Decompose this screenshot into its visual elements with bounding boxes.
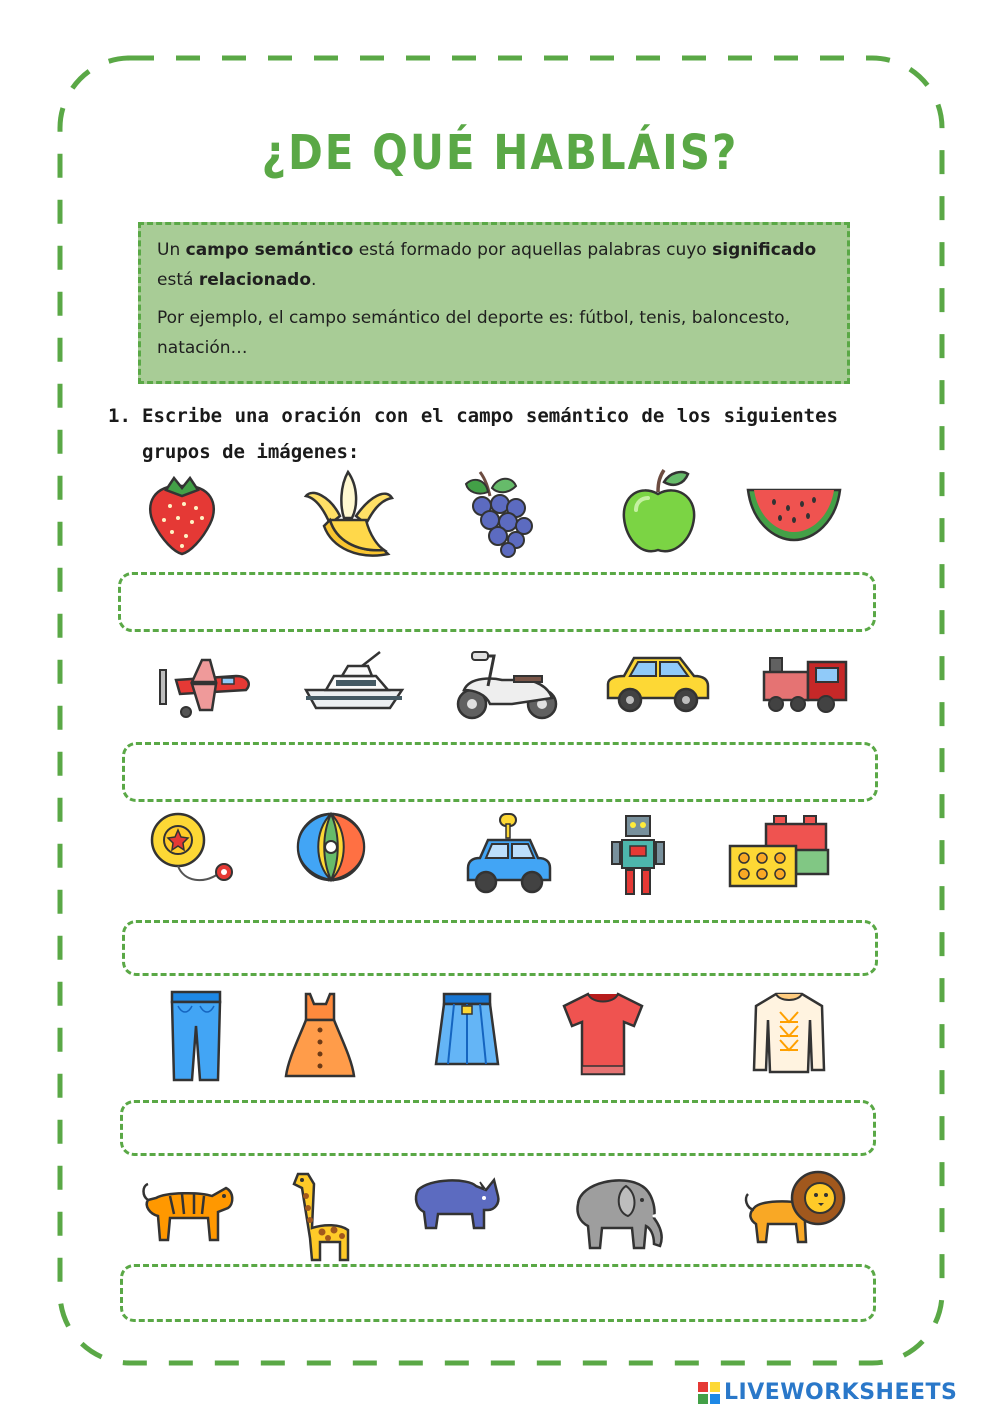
airplane-icon — [156, 650, 256, 720]
logo-mark-icon — [698, 1382, 720, 1404]
image-group-animals — [130, 1168, 870, 1268]
question-number: 1. — [108, 405, 131, 427]
answer-field-transport[interactable] — [122, 742, 878, 802]
grapes-icon — [450, 466, 540, 558]
logo-text: LIVEWORKSHEETS — [724, 1380, 958, 1405]
watermelon-icon — [744, 466, 844, 546]
answer-field-toys[interactable] — [122, 920, 878, 976]
image-group-toys — [130, 810, 870, 910]
page-title: ¿DE QUÉ HABLÁIS? — [261, 124, 739, 181]
answer-field-animals[interactable] — [120, 1264, 876, 1322]
scooter-icon — [454, 650, 560, 722]
strawberry-icon — [140, 466, 224, 558]
keyword-campo-semantico: campo semántico — [185, 240, 354, 260]
apple-icon — [618, 466, 702, 558]
jeans-icon — [168, 990, 224, 1082]
tiger-icon — [140, 1168, 236, 1248]
banana-icon — [300, 466, 396, 558]
definition-box — [138, 222, 850, 384]
yoyo-icon — [144, 810, 240, 890]
example-text: Por ejemplo, el campo semántico del deporte es: fútbol, tenis, baloncesto, natación… — [157, 308, 790, 358]
answer-field-fruits[interactable] — [118, 572, 876, 632]
rhino-icon — [412, 1168, 502, 1234]
car-icon — [604, 650, 712, 716]
skirt-icon — [432, 990, 502, 1070]
robot-icon — [610, 810, 666, 900]
tshirt-icon — [560, 990, 646, 1078]
definition-text: Un campo semántico está formado por aquellas palabras cuyo significado está relacionado. — [157, 240, 817, 290]
train-icon — [760, 650, 850, 716]
keyword-significado: significado — [712, 240, 817, 260]
image-group-transport — [130, 650, 870, 750]
lion-icon — [742, 1168, 846, 1252]
yacht-icon — [302, 650, 406, 716]
toy-car-icon — [464, 810, 554, 896]
sweater-icon — [750, 990, 828, 1076]
elephant-icon — [568, 1168, 674, 1252]
beach-ball-icon — [294, 810, 368, 884]
dress-icon — [282, 990, 358, 1082]
question-text: Escribe una oración con el campo semántico de los siguientes grupos de imágenes: — [142, 405, 838, 463]
giraffe-icon — [284, 1168, 358, 1264]
building-blocks-icon — [726, 810, 830, 890]
answer-field-clothes[interactable] — [120, 1100, 876, 1156]
image-group-fruits — [130, 466, 870, 566]
image-group-clothes — [130, 990, 870, 1090]
keyword-relacionado: relacionado — [198, 270, 312, 290]
